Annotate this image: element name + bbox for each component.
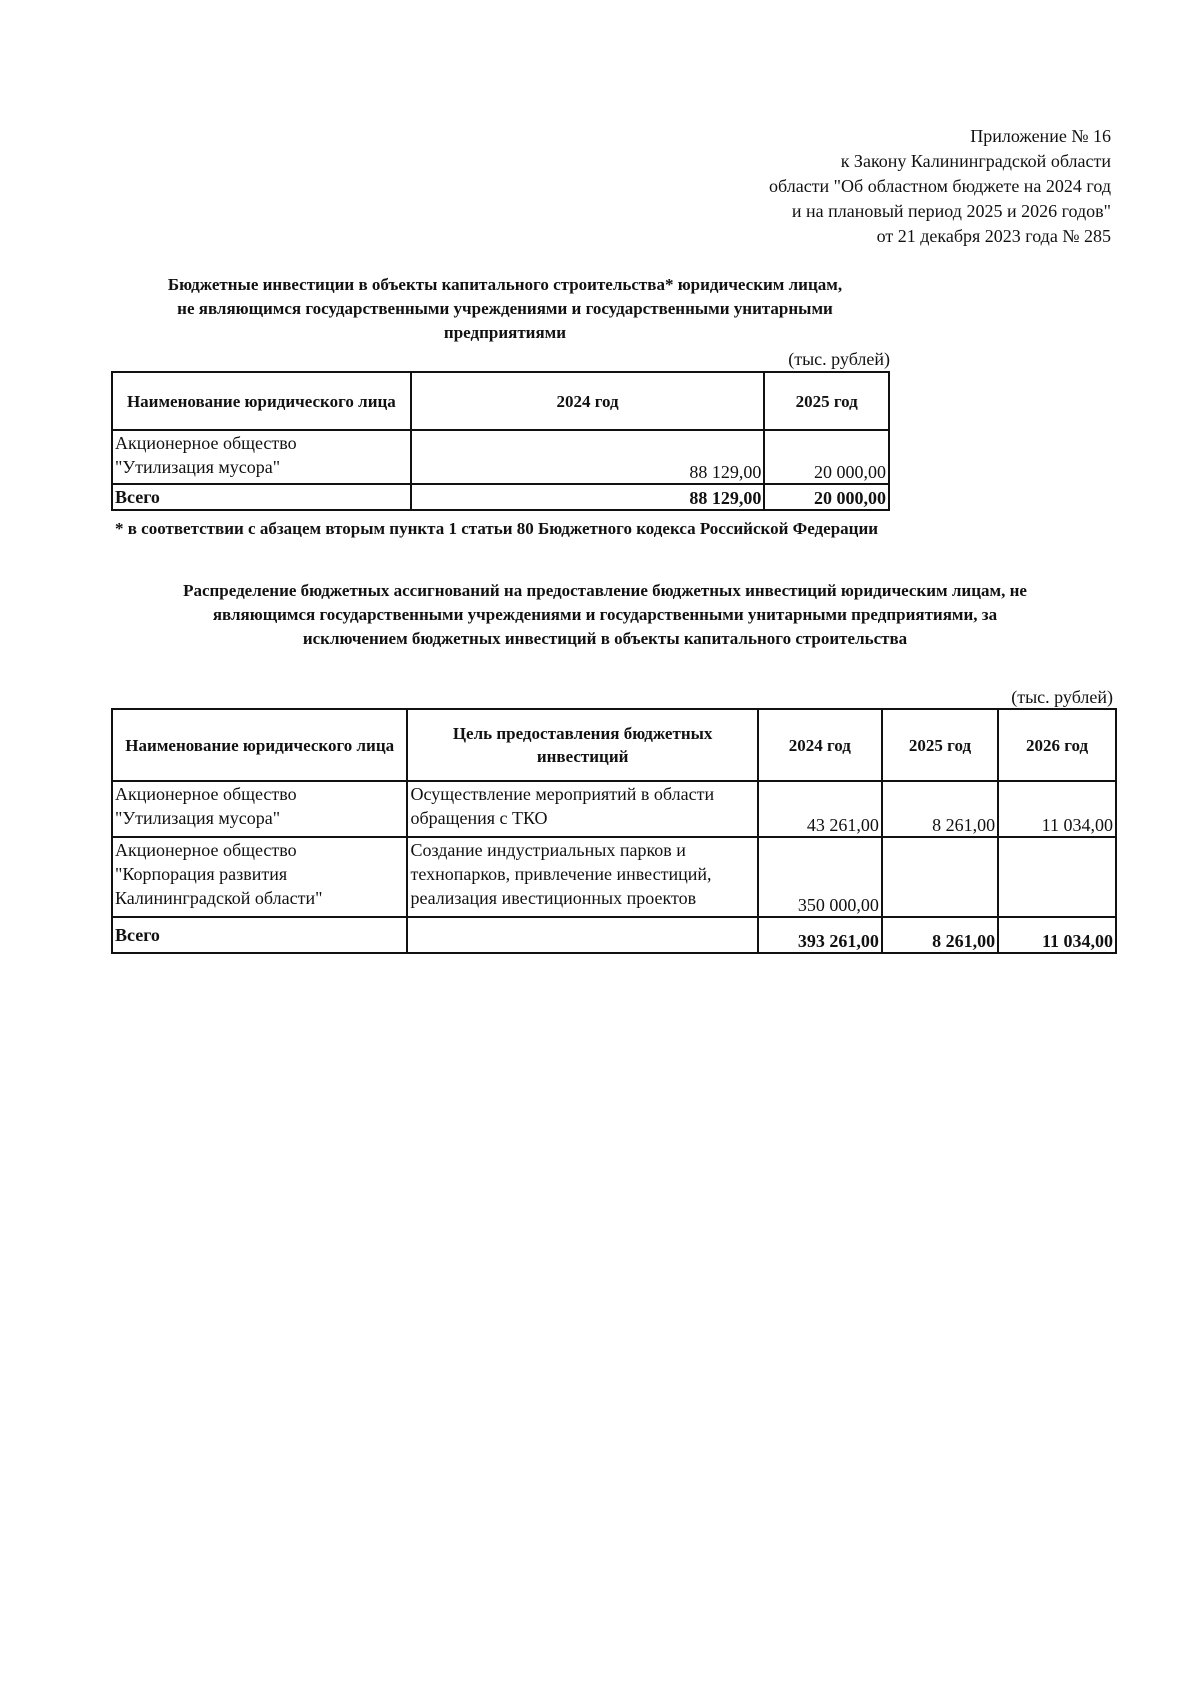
investment-purpose (407, 837, 757, 917)
table-header-row (112, 372, 889, 430)
purpose-line: технопарков, привлечение инвестиций, (410, 864, 712, 884)
header-2026: 2026 год (998, 709, 1116, 781)
appendix-line: к Закону Калининградской области (840, 151, 1111, 171)
name-line: Акционерное общество (115, 840, 297, 860)
header-2024: 2024 год (411, 372, 765, 430)
table-row (112, 837, 1116, 917)
name-line: Акционерное общество (115, 784, 297, 804)
purpose-line: обращения с ТКО (410, 808, 548, 828)
appendix-line: области "Об областном бюджете на 2024 год (769, 176, 1111, 196)
legal-entity-name (112, 430, 411, 484)
section1-title-line: не являющимся государственными учреждениями и государственными унитарными (177, 299, 833, 318)
value-2025: 20 000,00 (764, 430, 889, 484)
header-2025: 2025 год (882, 709, 998, 781)
total-row (112, 484, 889, 510)
header-name: Наименование юридического лица (112, 709, 407, 781)
name-line: "Утилизация мусора" (115, 457, 281, 477)
total-row (112, 917, 1116, 953)
section2-units: (тыс. рублей) (1011, 687, 1113, 707)
value-2025 (882, 837, 998, 917)
purpose-line: Создание индустриальных парков и (410, 840, 686, 860)
section1-title-line: предприятиями (443, 323, 567, 342)
section1-table (111, 371, 890, 511)
appendix-line: и на плановый период 2025 и 2026 годов" (791, 201, 1111, 221)
section2-title-line: являющимся государственными учреждениями и государственными унитарными предприятиями, за (212, 605, 998, 624)
total-2024: 88 129,00 (411, 484, 765, 510)
value-2024: 350 000,00 (758, 837, 882, 917)
total-2025: 20 000,00 (764, 484, 889, 510)
value-2024: 43 261,00 (758, 781, 882, 837)
legal-entity-name (112, 837, 407, 917)
section1-units: (тыс. рублей) (788, 349, 890, 369)
table-row (112, 781, 1116, 837)
section1-title-line: Бюджетные инвестиции в объекты капитального строительства* юридическим лицам, (167, 275, 843, 294)
total-label: Всего (112, 917, 407, 953)
section2-title (110, 579, 1100, 651)
total-2025: 8 261,00 (882, 917, 998, 953)
table-header-row (112, 709, 1116, 781)
section2-title-line: исключением бюджетных инвестиций в объекты капитального строительства (302, 629, 908, 648)
header-2025: 2025 год (764, 372, 889, 430)
section1-title (110, 273, 900, 345)
section2-title-line: Распределение бюджетных ассигнований на предоставление бюджетных инвестиций юридическим лицам, не (183, 581, 1027, 600)
value-2026 (998, 837, 1116, 917)
investment-purpose (407, 781, 757, 837)
name-line: "Корпорация развития (115, 864, 288, 884)
total-purpose (407, 917, 757, 953)
total-2026: 11 034,00 (998, 917, 1116, 953)
appendix-header (769, 124, 1111, 249)
name-line: "Утилизация мусора" (115, 808, 281, 828)
value-2025: 8 261,00 (882, 781, 998, 837)
value-2024: 88 129,00 (411, 430, 765, 484)
table-row (112, 430, 889, 484)
total-2024: 393 261,00 (758, 917, 882, 953)
purpose-line: Осуществление мероприятий в области (410, 784, 715, 804)
total-label: Всего (112, 484, 411, 510)
name-line: Акционерное общество (115, 433, 297, 453)
header-name: Наименование юридического лица (112, 372, 411, 430)
value-2026: 11 034,00 (998, 781, 1116, 837)
legal-entity-name (112, 781, 407, 837)
footnote: * в соответствии с абзацем вторым пункта 1 статьи 80 Бюджетного кодекса Российской Федерации (115, 519, 879, 538)
section2-table (111, 708, 1117, 954)
name-line: Калининградской области" (115, 888, 323, 908)
purpose-line: реализация ивестиционных проектов (410, 888, 697, 908)
header-2024: 2024 год (758, 709, 882, 781)
header-purpose: Цель предоставления бюджетных инвестиций (407, 709, 757, 781)
appendix-line: Приложение № 16 (970, 126, 1111, 146)
appendix-line: от 21 декабря 2023 года № 285 (876, 226, 1111, 246)
